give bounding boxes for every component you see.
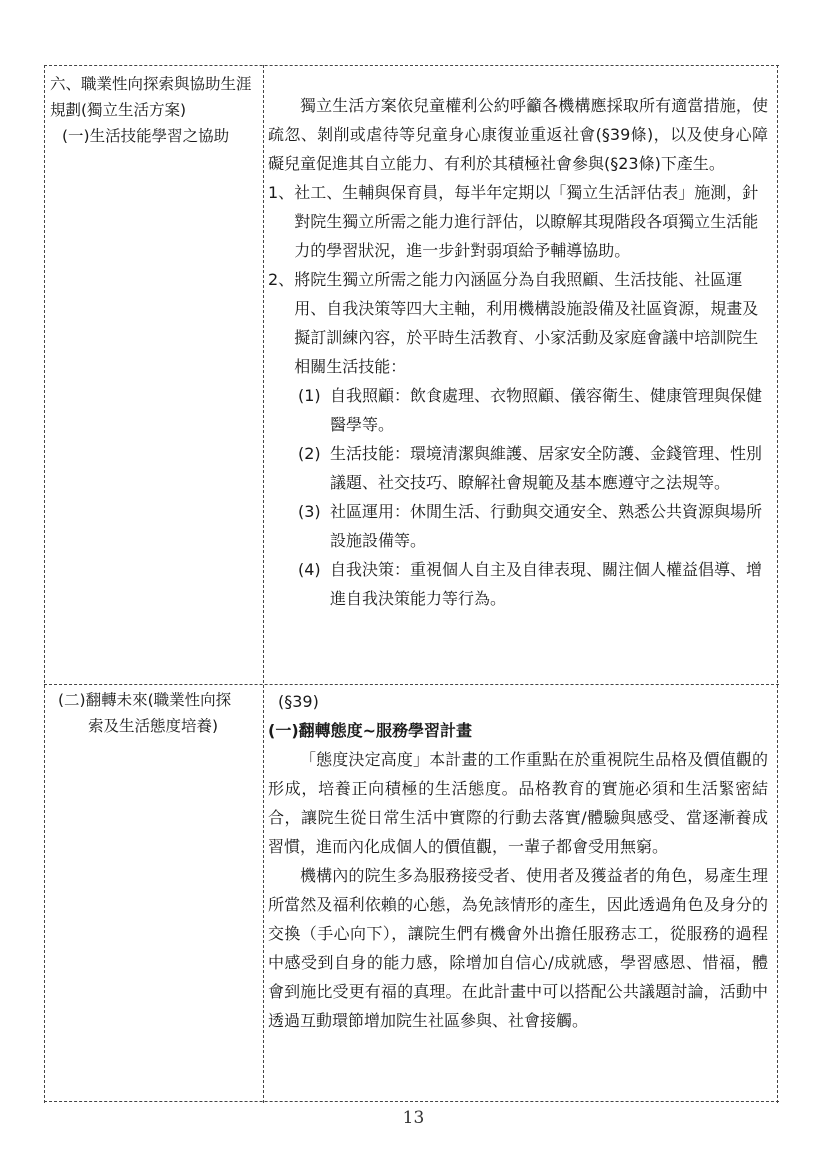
page-number: 13 xyxy=(402,1108,425,1128)
sub-item-number: (4) xyxy=(298,560,321,579)
sub-item-text: 生活技能：環境清潔與維護、居家安全防護、金錢管理、性別議題、社交技巧、瞭解社會規範及基本應遵守之法規等。 xyxy=(330,444,763,492)
intro-paragraph: 獨立生活方案依兒童權利公約呼籲各機構應採取所有適當措施，使疏忽、剝削或虐待等兒童身心康復並重返社會(§39條)，以及使身心障礙兒童促進其自立能力、有利於其積極社會參與(§23條)下產生。 xyxy=(268,96,768,173)
list-item-2 xyxy=(268,265,768,381)
sub-item-number: (1) xyxy=(298,386,321,405)
sub-item-text: 自我決策：重視個人自主及自律表現、關注個人權益倡導、增進自我決策能力等行為。 xyxy=(330,560,763,608)
sub-list-item-4 xyxy=(298,555,768,613)
row2-right-cell xyxy=(268,687,768,1035)
article-reference: (§39) xyxy=(278,692,319,711)
section-heading-line1: 六、職業性向探索與協助生涯 xyxy=(50,75,252,93)
list-item-text: 社工、生輔與保育員，每半年定期以「獨立生活評估表」施測，針對院生獨立所需之能力進行評估，以瞭解其現階段各項獨立生活能力的學習狀況，進一步針對弱項給予輔導協助。 xyxy=(294,183,759,260)
plan-paragraph-1: 「態度決定高度」本計畫的工作重點在於重視院生品格及價值觀的形成，培養正向積極的生活態度。品格教育的實施必須和生活緊密結合，讓院生從日常生活中實際的行動去落實/體驗與感受、當逐漸養成習慣，進而內化成個人的價值觀，一輩子都會受用無窮。 xyxy=(268,750,768,856)
table-column-divider xyxy=(263,65,264,1103)
plan-paragraph-2: 機構內的院生多為服務接受者、使用者及獲益者的角色，易產生理所當然及福利依賴的心態，為免該情形的產生，因此透過角色及身分的交換（手心向下），讓院生們有機會外出擔任服務志工，從服務的過程中感受到自身的能力感，除增加自信心/成就感，學習感恩、惜福，體會到施比受更有福的真理。在此計畫中可以搭配公共議題討論，活動中透過互動環節增加院生社區參與、社會接觸。 xyxy=(268,866,768,1030)
table-right-border xyxy=(777,65,778,1103)
list-item-1 xyxy=(268,178,768,265)
row2-heading-line2: 索及生活態度培養) xyxy=(88,717,219,735)
table-row-divider xyxy=(44,684,779,685)
plan-heading: (一)翻轉態度~服務學習計畫 xyxy=(268,721,473,740)
list-item-number: 1、 xyxy=(268,183,295,202)
table-top-border xyxy=(44,65,779,66)
sub-item-text: 自我照顧：飲食處理、衣物照顧、儀容衛生、健康管理與保健醫學等。 xyxy=(330,386,763,434)
list-item-number: 2、 xyxy=(268,270,295,289)
table-bottom-border xyxy=(44,1101,779,1102)
content-table xyxy=(44,65,779,1103)
row1-right-cell xyxy=(268,91,768,613)
list-item-text: 將院生獨立所需之能力內涵區分為自我照顧、生活技能、社區運用、自我決策等四大主軸，利用機構設施設備及社區資源，規畫及擬訂訓練內容，於平時生活教育、小家活動及家庭會議中培訓院生相關生活技能： xyxy=(294,270,759,376)
sub-heading: (一)生活技能學習之協助 xyxy=(62,127,230,145)
sub-list-item-1 xyxy=(298,381,768,439)
sub-list-item-3 xyxy=(298,497,768,555)
row2-left-cell xyxy=(58,687,260,739)
sub-item-text: 社區運用：休閒生活、行動與交通安全、熟悉公共資源與場所設施設備等。 xyxy=(330,502,763,550)
section-heading-line2: 規劃(獨立生活方案) xyxy=(50,101,187,119)
row2-heading-line1: (二)翻轉未來(職業性向探 xyxy=(58,691,232,709)
sub-list-item-2 xyxy=(298,439,768,497)
sub-item-number: (2) xyxy=(298,444,321,463)
table-left-border xyxy=(44,65,45,1103)
row1-left-cell xyxy=(50,71,260,149)
sub-item-number: (3) xyxy=(298,502,321,521)
